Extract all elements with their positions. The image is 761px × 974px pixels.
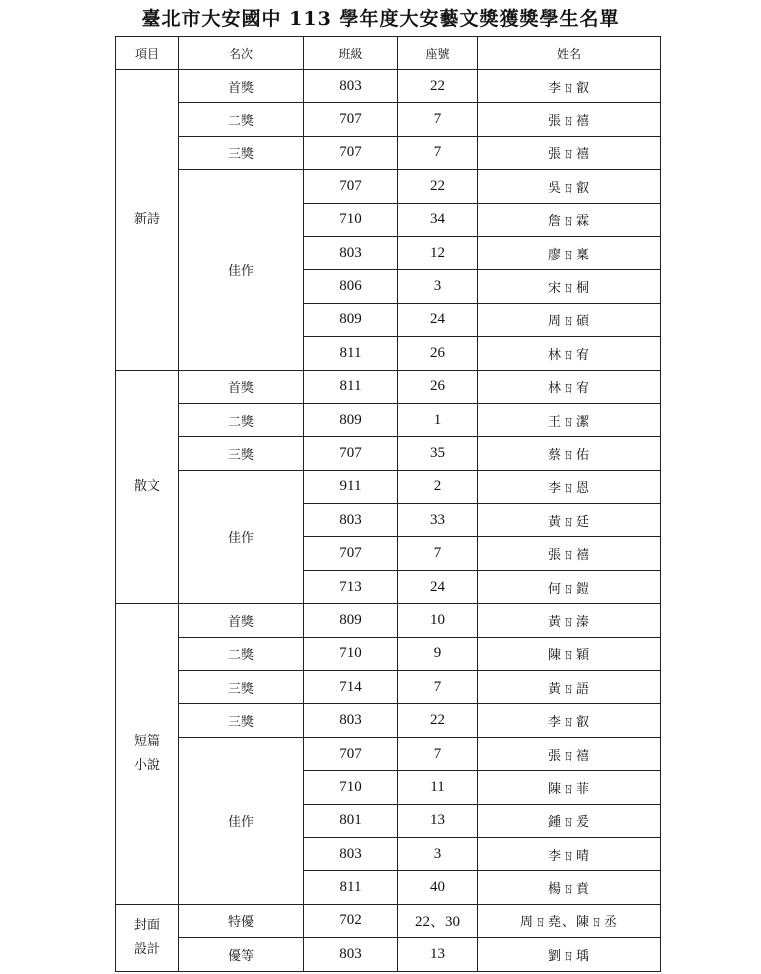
table-row: [116, 604, 661, 637]
seat-cell: 24: [398, 303, 478, 336]
rank-cell: 二獎: [179, 403, 304, 436]
table-row: [116, 470, 661, 503]
class-cell: 911: [304, 470, 398, 503]
name-cell: 李ㄖ叡: [478, 704, 661, 737]
class-cell: 713: [304, 570, 398, 603]
class-cell: 801: [304, 804, 398, 837]
class-cell: 707: [304, 437, 398, 470]
header-row: [116, 37, 661, 70]
header-category: 項目: [116, 37, 179, 70]
class-cell: 710: [304, 203, 398, 236]
seat-cell: 40: [398, 871, 478, 904]
name-cell: 陳ㄖ穎: [478, 637, 661, 670]
rank-cell: 三獎: [179, 671, 304, 704]
class-cell: 707: [304, 103, 398, 136]
seat-cell: 11: [398, 771, 478, 804]
seat-cell: 22: [398, 170, 478, 203]
name-cell: 王ㄖ潔: [478, 403, 661, 436]
name-cell: 張ㄖ禧: [478, 136, 661, 169]
class-cell: 803: [304, 837, 398, 870]
class-cell: 714: [304, 671, 398, 704]
class-cell: 702: [304, 904, 398, 937]
class-cell: 707: [304, 136, 398, 169]
seat-cell: 34: [398, 203, 478, 236]
name-cell: 黃ㄖ溱: [478, 604, 661, 637]
seat-cell: 10: [398, 604, 478, 637]
name-cell: 林ㄖ宥: [478, 337, 661, 370]
name-cell: 張ㄖ禧: [478, 737, 661, 770]
name-cell: 吳ㄖ叡: [478, 170, 661, 203]
name-cell: 黃ㄖ語: [478, 671, 661, 704]
class-cell: 806: [304, 270, 398, 303]
rank-cell: 優等: [179, 938, 304, 971]
seat-cell: 9: [398, 637, 478, 670]
table-row: [116, 103, 661, 136]
seat-cell: 7: [398, 537, 478, 570]
category-label: 小說: [133, 758, 160, 773]
class-cell: 803: [304, 236, 398, 269]
name-cell: 張ㄖ禧: [478, 103, 661, 136]
category-label: 散文: [133, 478, 160, 494]
class-cell: 707: [304, 170, 398, 203]
rank-cell: 佳作: [179, 170, 304, 370]
name-cell: 陳ㄖ菲: [478, 771, 661, 804]
class-cell: 707: [304, 537, 398, 570]
class-cell: 811: [304, 337, 398, 370]
rank-cell: 佳作: [179, 737, 304, 904]
name-cell: 李ㄖ恩: [478, 470, 661, 503]
class-cell: 809: [304, 604, 398, 637]
category-cell: [116, 904, 179, 971]
class-cell: 803: [304, 704, 398, 737]
table-row: [116, 437, 661, 470]
seat-cell: 24: [398, 570, 478, 603]
category-cell: [116, 70, 179, 371]
class-cell: 809: [304, 403, 398, 436]
rank-cell: 首獎: [179, 370, 304, 403]
table-row: [116, 170, 661, 203]
table-row: [116, 737, 661, 770]
class-cell: 811: [304, 370, 398, 403]
header-class: 班級: [304, 37, 398, 70]
rank-cell: 三獎: [179, 136, 304, 169]
name-cell: 李ㄖ晴: [478, 837, 661, 870]
seat-cell: 26: [398, 370, 478, 403]
class-cell: 710: [304, 771, 398, 804]
name-cell: 楊ㄖ賁: [478, 871, 661, 904]
table-row: [116, 637, 661, 670]
page-title: 臺北市大安國中 113 學年度大安藝文獎獲獎學生名單: [141, 8, 620, 30]
rank-cell: 首獎: [179, 604, 304, 637]
award-table-body: [116, 70, 661, 972]
name-cell: 張ㄖ禧: [478, 537, 661, 570]
table-row: [116, 70, 661, 103]
seat-cell: 22: [398, 704, 478, 737]
name-cell: 黃ㄖ廷: [478, 504, 661, 537]
category-cell: [116, 370, 179, 604]
category-label: 設計: [133, 941, 160, 957]
class-cell: 803: [304, 70, 398, 103]
class-cell: 803: [304, 938, 398, 971]
class-cell: 809: [304, 303, 398, 336]
seat-cell: 22: [398, 70, 478, 103]
header-seat: 座號: [398, 37, 478, 70]
table-row: [116, 671, 661, 704]
name-cell: 林ㄖ宥: [478, 370, 661, 403]
table-row: [116, 370, 661, 403]
seat-cell: 13: [398, 938, 478, 971]
rank-cell: 二獎: [179, 103, 304, 136]
seat-cell: 2: [398, 470, 478, 503]
class-cell: 707: [304, 737, 398, 770]
seat-cell: 22、30: [398, 904, 478, 937]
category-label: 封面: [133, 917, 160, 933]
award-table: [115, 36, 661, 972]
class-cell: 803: [304, 504, 398, 537]
category-cell: [116, 604, 179, 905]
name-cell: 蔡ㄖ佑: [478, 437, 661, 470]
seat-cell: 7: [398, 737, 478, 770]
name-cell: 何ㄖ鎧: [478, 570, 661, 603]
seat-cell: 33: [398, 504, 478, 537]
seat-cell: 7: [398, 671, 478, 704]
table-row: [116, 704, 661, 737]
header-rank: 名次: [179, 37, 304, 70]
name-cell: 詹ㄖ霖: [478, 203, 661, 236]
class-cell: 811: [304, 871, 398, 904]
seat-cell: 35: [398, 437, 478, 470]
name-cell: 劉ㄖ瑀: [478, 938, 661, 971]
seat-cell: 3: [398, 837, 478, 870]
rank-cell: 佳作: [179, 470, 304, 604]
seat-cell: 12: [398, 236, 478, 269]
rank-cell: 二獎: [179, 637, 304, 670]
name-cell: 李ㄖ叡: [478, 70, 661, 103]
seat-cell: 3: [398, 270, 478, 303]
seat-cell: 26: [398, 337, 478, 370]
table-row: [116, 136, 661, 169]
name-cell: 廖ㄖ稟: [478, 236, 661, 269]
seat-cell: 7: [398, 103, 478, 136]
category-label: 短篇: [133, 734, 160, 749]
table-row: [116, 904, 661, 937]
rank-cell: 三獎: [179, 437, 304, 470]
table-row: [116, 403, 661, 436]
name-cell: 鍾ㄖ爰: [478, 804, 661, 837]
class-cell: 710: [304, 637, 398, 670]
rank-cell: 三獎: [179, 704, 304, 737]
header-name: 姓名: [478, 37, 661, 70]
name-cell: 周ㄖ堯、陳ㄖ丞: [478, 904, 661, 937]
seat-cell: 13: [398, 804, 478, 837]
table-row: [116, 938, 661, 971]
rank-cell: 特優: [179, 904, 304, 937]
name-cell: 宋ㄖ桐: [478, 270, 661, 303]
category-label: 新詩: [133, 211, 160, 227]
name-cell: 周ㄖ碩: [478, 303, 661, 336]
seat-cell: 1: [398, 403, 478, 436]
seat-cell: 7: [398, 136, 478, 169]
rank-cell: 首獎: [179, 70, 304, 103]
